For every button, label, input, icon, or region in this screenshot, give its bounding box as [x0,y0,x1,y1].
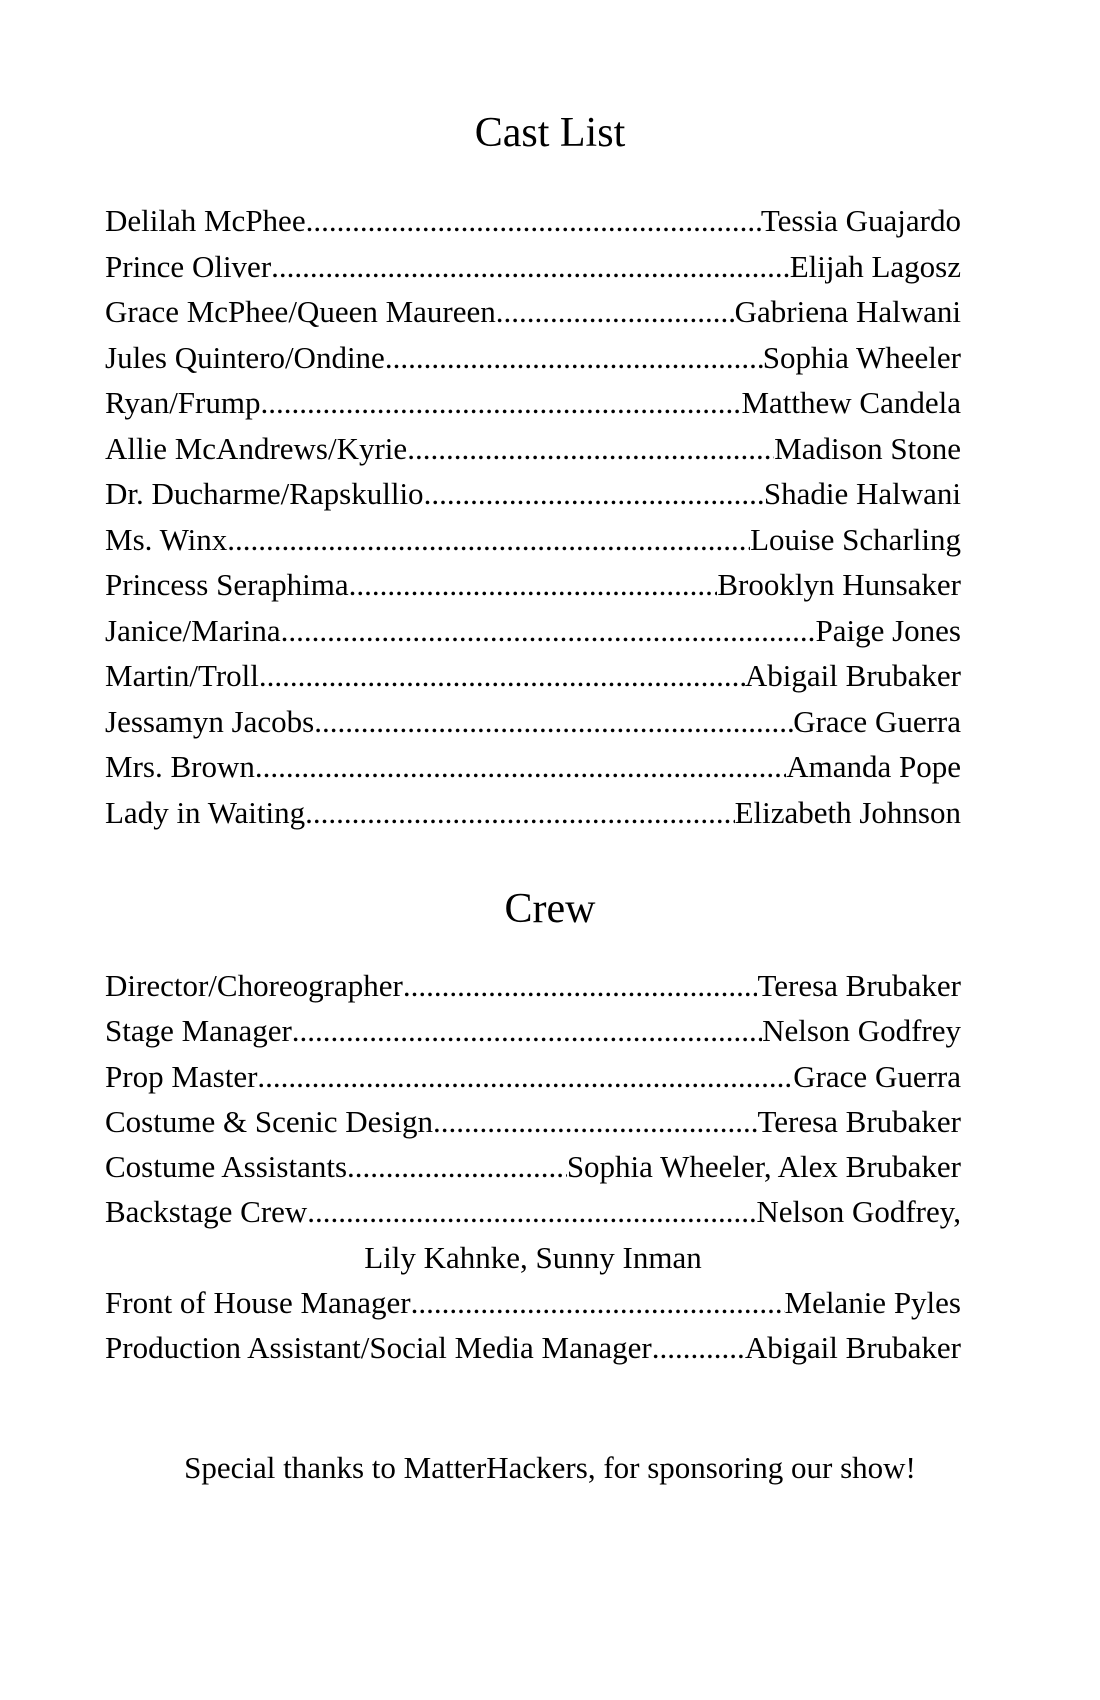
performer-name: Melanie Pyles [784,1285,961,1321]
role-name: Delilah McPhee [105,203,306,238]
special-thanks: Special thanks to MatterHackers, for sponsoring our show! [184,1450,916,1485]
role-name: Martin/Troll [105,658,259,693]
cast-row [105,471,961,517]
dot-leader [281,608,816,654]
cast-row [105,653,961,699]
role-name: Dr. Ducharme/Rapskullio [105,476,424,511]
dot-leader [259,653,745,699]
cast-row [105,335,961,381]
role-name: Mrs. Brown [105,749,255,784]
cast-row [105,380,961,426]
dot-leader [314,699,793,745]
crew-row [105,1054,961,1099]
dot-leader [227,517,750,563]
cast-row [105,744,961,790]
role-name: Costume Assistants [105,1149,348,1185]
performer-name: Matthew Candela [741,385,961,420]
performer-name: Tessia Guajardo [760,203,961,238]
role-name: Prop Master [105,1058,258,1094]
performer-name: Abigail Brubaker [744,1330,961,1366]
crew-row [105,963,961,1008]
performer-name: Louise Scharling [750,521,961,557]
dot-leader [306,198,761,244]
dot-leader [407,426,774,472]
dot-leader [271,244,790,290]
dot-leader [292,1008,762,1053]
cast-list-title: Cast List [474,110,626,156]
role-name: Janice/Marina [105,612,281,648]
role-name: Stage Manager [105,1013,292,1049]
role-name: Princess Seraphima [105,567,349,602]
dot-leader [433,1099,757,1144]
role-name: Allie McAndrews/Kyrie [105,430,408,466]
crew-row [105,1008,961,1053]
dot-leader [307,1189,756,1234]
performer-name: Madison Stone [774,430,961,466]
performer-name: Elizabeth Johnson [734,794,961,830]
performer-name: Nelson Godfrey, [756,1194,961,1230]
role-name: Ryan/Frump [105,385,261,420]
cast-row [105,517,961,563]
performer-name: Grace Guerra [793,1058,961,1094]
cast-row [105,198,961,244]
performer-name: Grace Guerra [793,703,961,739]
dot-leader [257,1054,793,1099]
performer-name: Brooklyn Hunsaker [717,567,961,602]
dot-leader [305,790,734,836]
cast-list [105,198,961,835]
performer-name: Amanda Pope [786,749,961,784]
crew-row [105,1325,961,1370]
dot-leader [349,562,718,608]
dot-leader [411,1280,785,1325]
crew-row [105,1189,961,1234]
role-name: Prince Oliver [105,248,272,284]
role-name: Lady in Waiting [105,794,306,830]
dot-leader [260,380,741,426]
cast-row [105,790,961,836]
performer-name: Shadie Halwani [763,476,961,511]
performer-name: Teresa Brubaker [757,968,961,1003]
dot-leader [652,1325,745,1370]
crew-row [105,1144,961,1189]
crew-title: Crew [504,886,596,932]
crew-row [105,1099,961,1144]
performer-name: Teresa Brubaker [757,1103,961,1139]
crew-row-continuation: Lily Kahnke, Sunny Inman [364,1239,702,1275]
dot-leader [347,1144,567,1189]
role-name: Costume & Scenic Design [105,1103,434,1139]
dot-leader [496,289,735,335]
crew-list [105,963,961,1371]
dot-leader [255,744,786,790]
performer-name: Paige Jones [815,612,961,648]
performer-name: Sophia Wheeler, Alex Brubaker [566,1149,961,1185]
role-name: Production Assistant/Social Media Manager [105,1330,652,1366]
role-name: Jessamyn Jacobs [105,703,315,739]
crew-row [105,1280,961,1325]
cast-row [105,608,961,654]
role-name: Jules Quintero/Ondine [105,339,385,375]
role-name: Director/Choreographer [105,968,403,1003]
performer-name: Elijah Lagosz [789,248,961,284]
cast-row [105,244,961,290]
role-name: Grace McPhee/Queen Maureen [105,294,496,329]
cast-row [105,562,961,608]
cast-row [105,699,961,745]
dot-leader [403,963,758,1008]
dot-leader [385,335,763,381]
performer-name: Gabriena Halwani [734,294,961,329]
cast-row [105,289,961,335]
role-name: Ms. Winx [105,521,228,557]
role-name: Backstage Crew [105,1194,308,1230]
performer-name: Sophia Wheeler [762,339,961,375]
cast-row [105,426,961,472]
performer-name: Abigail Brubaker [744,658,961,693]
role-name: Front of House Manager [105,1285,411,1321]
dot-leader [424,471,764,517]
performer-name: Nelson Godfrey [762,1013,961,1049]
